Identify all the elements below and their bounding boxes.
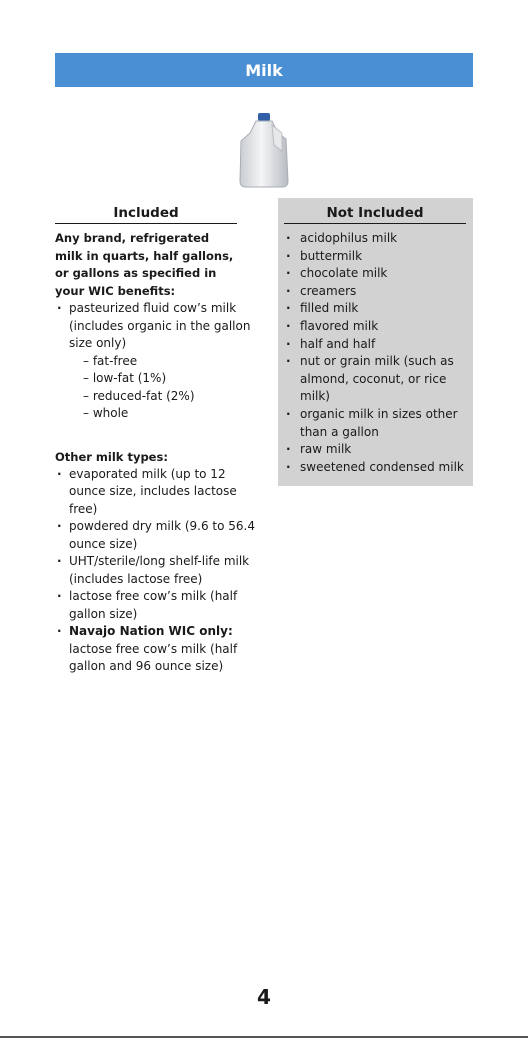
list-item: · organic milk in sizes other than a gallon <box>284 406 473 441</box>
navajo-text: lactose free cow’s milk (half gallon and 96 ounce size) <box>69 641 238 673</box>
other-milk-list <box>55 466 255 676</box>
list-item: – low-fat (1%) <box>83 371 167 385</box>
page-title: Milk <box>55 53 473 87</box>
list-item: · UHT/sterile/long shelf-life milk (includes lactose free) <box>55 553 255 588</box>
included-list <box>55 300 255 423</box>
list-item: – whole <box>83 406 129 420</box>
list-item: · buttermilk <box>284 248 473 266</box>
list-item: · nut or grain milk (such as almond, coconut, or rice milk) <box>284 353 473 406</box>
included-column <box>55 205 255 676</box>
list-item: · evaporated milk (up to 12 ounce size, includes lactose free) <box>55 466 255 519</box>
list-item: · half and half <box>284 336 473 354</box>
not-included-column <box>278 198 473 486</box>
list-item: · acidophilus milk <box>284 230 473 248</box>
not-included-list <box>284 230 473 476</box>
list-item: · lactose free cow’s milk (half gallon size) <box>55 588 255 623</box>
list-item: · flavored milk <box>284 318 473 336</box>
included-intro: Any brand, refrigerated milk in quarts, half gallons, or gallons as specified in your WIC benefits: <box>55 231 234 298</box>
page-number: 4 <box>257 985 271 1009</box>
navajo-label: Navajo Nation WIC only: <box>69 624 233 638</box>
milk-fat-list <box>69 353 255 423</box>
list-item <box>55 300 255 423</box>
list-item: · powdered dry milk (9.6 to 56.4 ounce size) <box>55 518 255 553</box>
list-item: · sweetened condensed milk <box>284 459 473 477</box>
bottom-divider <box>0 1036 528 1038</box>
other-milk-heading: Other milk types: <box>55 449 168 464</box>
included-main-item: pasteurized fluid cow’s milk (includes organic in the gallon size only) <box>69 301 251 350</box>
included-heading: Included <box>55 205 237 224</box>
milk-jug-icon <box>236 111 292 189</box>
list-item: – reduced-fat (2%) <box>83 388 195 403</box>
list-item: · filled milk <box>284 300 473 318</box>
list-item: · raw milk <box>284 441 473 459</box>
list-item: · creamers <box>284 283 473 301</box>
list-item <box>55 623 255 676</box>
list-item: · chocolate milk <box>284 265 473 283</box>
list-item: – fat-free <box>83 353 138 368</box>
not-included-heading: Not Included <box>284 205 466 224</box>
